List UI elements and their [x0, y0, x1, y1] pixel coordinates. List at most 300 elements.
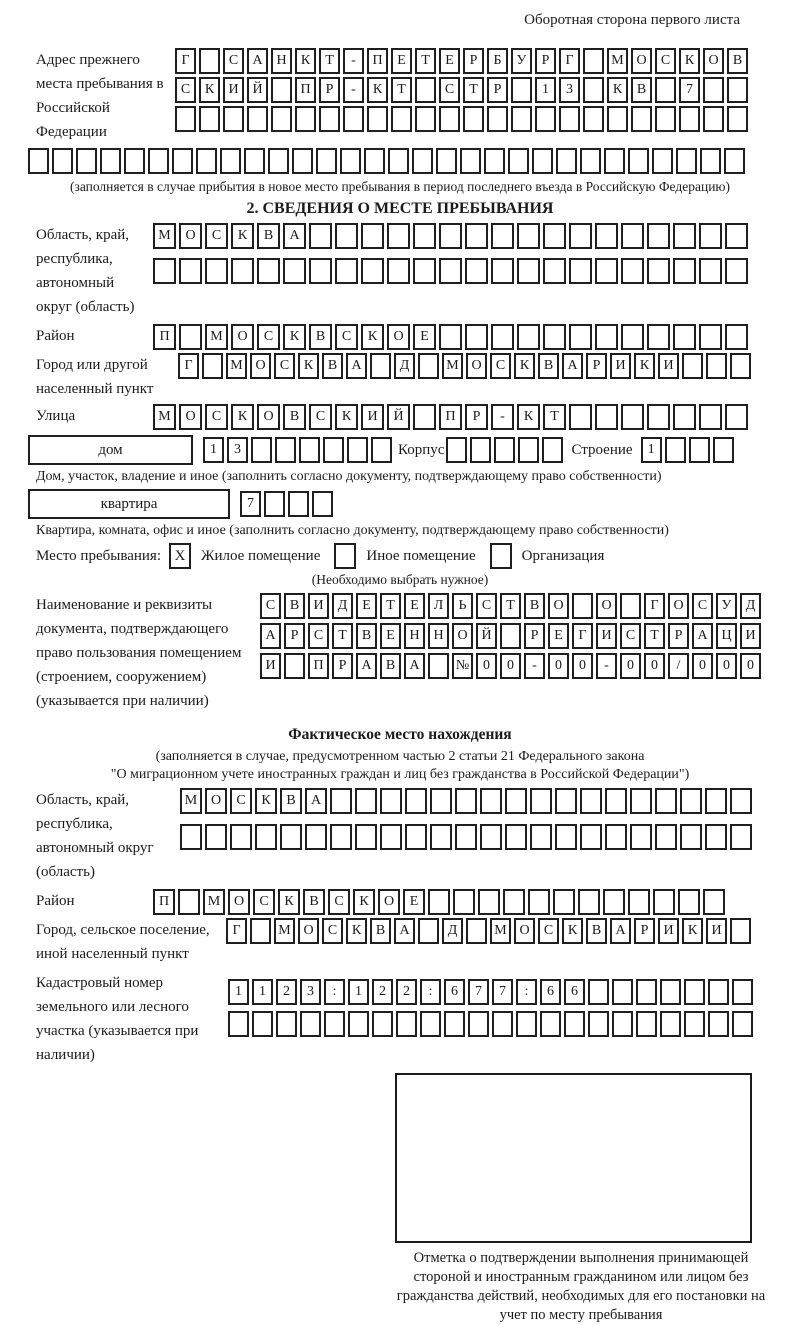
form-cell[interactable] — [703, 77, 724, 103]
form-cell[interactable] — [484, 148, 505, 174]
form-cell[interactable] — [251, 437, 272, 463]
form-cell[interactable]: А — [260, 623, 281, 649]
form-cell[interactable]: 3 — [559, 77, 580, 103]
form-cell[interactable] — [508, 148, 529, 174]
form-cell[interactable]: Р — [524, 623, 545, 649]
form-cell[interactable] — [364, 148, 385, 174]
form-cell[interactable] — [572, 593, 593, 619]
form-cell[interactable]: П — [153, 889, 175, 915]
form-cell[interactable] — [492, 1011, 513, 1037]
form-cell[interactable]: А — [283, 223, 306, 249]
form-cell[interactable] — [76, 148, 97, 174]
form-cell[interactable] — [468, 1011, 489, 1037]
form-cell[interactable]: Т — [319, 48, 340, 74]
form-cell[interactable]: М — [490, 918, 511, 944]
form-cell[interactable] — [220, 148, 241, 174]
form-cell[interactable] — [202, 353, 223, 379]
form-cell[interactable] — [676, 148, 697, 174]
form-cell[interactable] — [299, 437, 320, 463]
form-cell[interactable] — [361, 258, 384, 284]
form-cell[interactable]: Е — [356, 593, 377, 619]
form-cell[interactable] — [180, 824, 202, 850]
form-cell[interactable] — [276, 1011, 297, 1037]
form-cell[interactable]: 0 — [740, 653, 761, 679]
inoe-checkbox[interactable] — [334, 543, 356, 569]
form-cell[interactable] — [323, 437, 344, 463]
form-cell[interactable] — [517, 258, 540, 284]
form-cell[interactable]: К — [283, 324, 306, 350]
form-cell[interactable]: Р — [668, 623, 689, 649]
form-cell[interactable]: М — [607, 48, 628, 74]
form-cell[interactable]: 0 — [644, 653, 665, 679]
form-cell[interactable]: А — [610, 918, 631, 944]
form-cell[interactable] — [153, 258, 176, 284]
form-cell[interactable] — [505, 824, 527, 850]
form-cell[interactable] — [413, 258, 436, 284]
ulitsa-row[interactable] — [153, 404, 748, 430]
form-cell[interactable]: Т — [332, 623, 353, 649]
form-cell[interactable]: В — [257, 223, 280, 249]
form-cell[interactable] — [588, 1011, 609, 1037]
form-cell[interactable] — [330, 788, 352, 814]
form-cell[interactable]: Г — [175, 48, 196, 74]
kadastr-row-1[interactable] — [228, 979, 753, 1005]
form-cell[interactable] — [372, 1011, 393, 1037]
form-cell[interactable] — [491, 324, 514, 350]
form-cell[interactable] — [612, 979, 633, 1005]
form-cell[interactable]: Г — [178, 353, 199, 379]
form-cell[interactable]: Л — [428, 593, 449, 619]
form-cell[interactable] — [724, 148, 745, 174]
form-cell[interactable]: А — [305, 788, 327, 814]
form-cell[interactable] — [175, 106, 196, 132]
form-cell[interactable] — [309, 258, 332, 284]
form-cell[interactable]: 3 — [300, 979, 321, 1005]
form-cell[interactable]: С — [620, 623, 641, 649]
form-cell[interactable] — [647, 223, 670, 249]
fact-oblast-row-1[interactable] — [180, 788, 752, 814]
form-cell[interactable]: П — [153, 324, 176, 350]
form-cell[interactable]: В — [303, 889, 325, 915]
prev-address-row-3[interactable] — [175, 106, 748, 132]
form-cell[interactable] — [703, 889, 725, 915]
form-cell[interactable] — [699, 404, 722, 430]
form-cell[interactable] — [580, 824, 602, 850]
form-cell[interactable]: С — [205, 404, 228, 430]
form-cell[interactable] — [292, 148, 313, 174]
form-cell[interactable]: К — [231, 223, 254, 249]
form-cell[interactable] — [730, 353, 751, 379]
form-cell[interactable]: А — [247, 48, 268, 74]
form-cell[interactable]: Д — [394, 353, 415, 379]
form-cell[interactable] — [528, 889, 550, 915]
form-cell[interactable] — [466, 918, 487, 944]
form-cell[interactable] — [543, 324, 566, 350]
form-cell[interactable]: : — [420, 979, 441, 1005]
form-cell[interactable] — [516, 1011, 537, 1037]
form-cell[interactable]: В — [538, 353, 559, 379]
form-cell[interactable]: 1 — [348, 979, 369, 1005]
form-cell[interactable]: К — [607, 77, 628, 103]
form-cell[interactable]: Д — [332, 593, 353, 619]
form-cell[interactable] — [430, 824, 452, 850]
form-cell[interactable]: 1 — [228, 979, 249, 1005]
form-cell[interactable]: 7 — [492, 979, 513, 1005]
form-cell[interactable]: С — [322, 918, 343, 944]
form-cell[interactable] — [684, 1011, 705, 1037]
form-cell[interactable] — [699, 223, 722, 249]
form-cell[interactable] — [725, 404, 748, 430]
form-cell[interactable] — [699, 324, 722, 350]
form-cell[interactable] — [179, 324, 202, 350]
form-cell[interactable] — [689, 437, 710, 463]
form-cell[interactable]: 6 — [540, 979, 561, 1005]
form-cell[interactable]: К — [514, 353, 535, 379]
form-cell[interactable] — [28, 148, 49, 174]
form-cell[interactable]: М — [180, 788, 202, 814]
form-cell[interactable] — [439, 258, 462, 284]
form-cell[interactable] — [436, 148, 457, 174]
form-cell[interactable]: М — [203, 889, 225, 915]
form-cell[interactable] — [730, 918, 751, 944]
form-cell[interactable] — [647, 404, 670, 430]
form-cell[interactable]: В — [356, 623, 377, 649]
form-cell[interactable]: С — [223, 48, 244, 74]
form-cell[interactable] — [271, 106, 292, 132]
form-cell[interactable]: Н — [404, 623, 425, 649]
form-cell[interactable]: В — [524, 593, 545, 619]
form-cell[interactable] — [555, 788, 577, 814]
form-cell[interactable]: / — [668, 653, 689, 679]
form-cell[interactable] — [280, 824, 302, 850]
form-cell[interactable]: О — [179, 223, 202, 249]
form-cell[interactable] — [543, 223, 566, 249]
form-cell[interactable]: Й — [387, 404, 410, 430]
form-cell[interactable] — [679, 106, 700, 132]
form-cell[interactable] — [199, 106, 220, 132]
form-cell[interactable]: 7 — [679, 77, 700, 103]
form-cell[interactable] — [655, 77, 676, 103]
form-cell[interactable] — [491, 223, 514, 249]
form-cell[interactable]: 3 — [227, 437, 248, 463]
form-cell[interactable] — [730, 824, 752, 850]
form-cell[interactable] — [324, 1011, 345, 1037]
form-cell[interactable] — [553, 889, 575, 915]
form-cell[interactable] — [612, 1011, 633, 1037]
form-cell[interactable]: О — [228, 889, 250, 915]
form-cell[interactable] — [588, 979, 609, 1005]
form-cell[interactable]: Т — [380, 593, 401, 619]
form-cell[interactable] — [605, 788, 627, 814]
form-cell[interactable] — [319, 106, 340, 132]
form-cell[interactable]: С — [309, 404, 332, 430]
form-cell[interactable] — [460, 148, 481, 174]
form-cell[interactable] — [511, 77, 532, 103]
form-cell[interactable]: С — [655, 48, 676, 74]
form-cell[interactable]: Е — [404, 593, 425, 619]
form-cell[interactable] — [655, 788, 677, 814]
form-cell[interactable]: М — [153, 404, 176, 430]
form-cell[interactable] — [312, 491, 333, 517]
form-cell[interactable]: М — [442, 353, 463, 379]
form-cell[interactable]: О — [250, 353, 271, 379]
form-cell[interactable]: В — [380, 653, 401, 679]
form-cell[interactable] — [725, 324, 748, 350]
form-cell[interactable] — [478, 889, 500, 915]
form-cell[interactable]: В — [370, 918, 391, 944]
form-cell[interactable] — [655, 106, 676, 132]
form-cell[interactable]: С — [308, 623, 329, 649]
form-cell[interactable] — [595, 324, 618, 350]
form-cell[interactable]: Е — [403, 889, 425, 915]
form-cell[interactable] — [678, 889, 700, 915]
form-cell[interactable] — [647, 258, 670, 284]
form-cell[interactable]: 0 — [548, 653, 569, 679]
form-cell[interactable] — [415, 106, 436, 132]
form-cell[interactable]: О — [631, 48, 652, 74]
form-cell[interactable]: 0 — [500, 653, 521, 679]
form-cell[interactable]: И — [361, 404, 384, 430]
form-cell[interactable] — [455, 824, 477, 850]
form-cell[interactable] — [465, 324, 488, 350]
form-cell[interactable] — [604, 148, 625, 174]
form-cell[interactable] — [517, 324, 540, 350]
form-cell[interactable]: О — [257, 404, 280, 430]
kadastr-row-2[interactable] — [228, 1011, 753, 1037]
form-cell[interactable]: Р — [487, 77, 508, 103]
form-cell[interactable]: Т — [415, 48, 436, 74]
form-cell[interactable] — [682, 353, 703, 379]
form-cell[interactable]: О — [668, 593, 689, 619]
form-cell[interactable] — [439, 324, 462, 350]
form-cell[interactable]: О — [387, 324, 410, 350]
form-cell[interactable]: С — [257, 324, 280, 350]
form-cell[interactable] — [569, 223, 592, 249]
form-cell[interactable] — [543, 258, 566, 284]
form-cell[interactable] — [100, 148, 121, 174]
form-cell[interactable] — [595, 258, 618, 284]
zhiloe-checkbox[interactable]: X — [169, 543, 191, 569]
form-cell[interactable]: 1 — [203, 437, 224, 463]
form-cell[interactable] — [309, 223, 332, 249]
form-cell[interactable] — [680, 824, 702, 850]
form-cell[interactable]: - — [343, 48, 364, 74]
form-cell[interactable] — [725, 258, 748, 284]
form-cell[interactable]: Р — [332, 653, 353, 679]
fact-oblast-row-2[interactable] — [180, 824, 752, 850]
form-cell[interactable]: Г — [226, 918, 247, 944]
form-cell[interactable]: 1 — [535, 77, 556, 103]
form-cell[interactable] — [428, 889, 450, 915]
form-cell[interactable] — [420, 1011, 441, 1037]
form-cell[interactable] — [621, 258, 644, 284]
form-cell[interactable] — [387, 223, 410, 249]
form-cell[interactable] — [556, 148, 577, 174]
form-cell[interactable]: 1 — [641, 437, 662, 463]
form-cell[interactable]: - — [596, 653, 617, 679]
form-cell[interactable] — [653, 889, 675, 915]
form-cell[interactable] — [730, 788, 752, 814]
form-cell[interactable] — [412, 148, 433, 174]
fact-rayon-row[interactable] — [153, 889, 725, 915]
form-cell[interactable]: О — [466, 353, 487, 379]
form-cell[interactable] — [335, 258, 358, 284]
form-cell[interactable] — [178, 889, 200, 915]
form-cell[interactable] — [264, 491, 285, 517]
form-cell[interactable]: Ц — [716, 623, 737, 649]
form-cell[interactable]: Й — [476, 623, 497, 649]
form-cell[interactable] — [732, 979, 753, 1005]
oblast-row-1[interactable] — [153, 223, 748, 249]
form-cell[interactable] — [578, 889, 600, 915]
form-cell[interactable] — [231, 258, 254, 284]
form-cell[interactable] — [418, 918, 439, 944]
form-cell[interactable]: П — [439, 404, 462, 430]
form-cell[interactable] — [453, 889, 475, 915]
form-cell[interactable]: Т — [543, 404, 566, 430]
form-cell[interactable] — [705, 824, 727, 850]
form-cell[interactable] — [725, 223, 748, 249]
form-cell[interactable] — [305, 824, 327, 850]
form-cell[interactable] — [388, 148, 409, 174]
form-cell[interactable]: Р — [586, 353, 607, 379]
form-cell[interactable] — [673, 223, 696, 249]
form-cell[interactable]: Й — [247, 77, 268, 103]
form-cell[interactable] — [415, 77, 436, 103]
form-cell[interactable] — [300, 1011, 321, 1037]
form-cell[interactable]: И — [223, 77, 244, 103]
form-cell[interactable]: А — [562, 353, 583, 379]
form-cell[interactable]: С — [439, 77, 460, 103]
form-cell[interactable] — [470, 437, 491, 463]
form-cell[interactable] — [205, 258, 228, 284]
form-cell[interactable]: С — [692, 593, 713, 619]
form-cell[interactable]: С — [328, 889, 350, 915]
form-cell[interactable] — [647, 324, 670, 350]
form-cell[interactable] — [652, 148, 673, 174]
form-cell[interactable]: О — [548, 593, 569, 619]
form-cell[interactable] — [569, 324, 592, 350]
form-cell[interactable]: - — [524, 653, 545, 679]
form-cell[interactable] — [503, 889, 525, 915]
form-cell[interactable] — [124, 148, 145, 174]
form-cell[interactable]: В — [727, 48, 748, 74]
form-cell[interactable] — [621, 404, 644, 430]
fact-gorod-row[interactable] — [226, 918, 751, 944]
form-cell[interactable]: 7 — [240, 491, 261, 517]
form-cell[interactable] — [569, 404, 592, 430]
form-cell[interactable] — [465, 258, 488, 284]
form-cell[interactable]: К — [346, 918, 367, 944]
form-cell[interactable] — [268, 148, 289, 174]
form-cell[interactable] — [491, 258, 514, 284]
form-cell[interactable] — [284, 653, 305, 679]
form-cell[interactable] — [494, 437, 515, 463]
form-cell[interactable]: - — [491, 404, 514, 430]
form-cell[interactable]: А — [692, 623, 713, 649]
form-cell[interactable] — [405, 788, 427, 814]
form-cell[interactable]: О — [298, 918, 319, 944]
form-cell[interactable] — [620, 593, 641, 619]
prev-address-row-2[interactable] — [175, 77, 748, 103]
form-cell[interactable] — [621, 324, 644, 350]
form-cell[interactable] — [370, 353, 391, 379]
form-cell[interactable] — [348, 1011, 369, 1037]
form-cell[interactable] — [699, 258, 722, 284]
form-cell[interactable]: И — [596, 623, 617, 649]
form-cell[interactable] — [355, 788, 377, 814]
form-cell[interactable]: С — [205, 223, 228, 249]
form-cell[interactable] — [636, 979, 657, 1005]
form-cell[interactable]: Р — [634, 918, 655, 944]
kvartira-cells[interactable] — [240, 491, 333, 517]
form-cell[interactable]: О — [179, 404, 202, 430]
form-cell[interactable]: 2 — [372, 979, 393, 1005]
form-cell[interactable]: № — [452, 653, 473, 679]
form-cell[interactable]: И — [610, 353, 631, 379]
form-cell[interactable] — [706, 353, 727, 379]
form-cell[interactable]: Ь — [452, 593, 473, 619]
form-cell[interactable]: Т — [463, 77, 484, 103]
form-cell[interactable]: Т — [500, 593, 521, 619]
form-cell[interactable]: А — [394, 918, 415, 944]
form-cell[interactable] — [413, 404, 436, 430]
form-cell[interactable] — [673, 404, 696, 430]
form-cell[interactable]: С — [274, 353, 295, 379]
form-cell[interactable]: Б — [487, 48, 508, 74]
form-cell[interactable] — [630, 788, 652, 814]
form-cell[interactable] — [680, 788, 702, 814]
form-cell[interactable]: Е — [391, 48, 412, 74]
form-cell[interactable]: 6 — [444, 979, 465, 1005]
form-cell[interactable]: Г — [559, 48, 580, 74]
form-cell[interactable]: В — [309, 324, 332, 350]
form-cell[interactable]: С — [230, 788, 252, 814]
form-cell[interactable] — [230, 824, 252, 850]
form-cell[interactable] — [505, 788, 527, 814]
form-cell[interactable]: О — [596, 593, 617, 619]
form-cell[interactable]: С — [253, 889, 275, 915]
form-cell[interactable] — [295, 106, 316, 132]
form-cell[interactable]: 2 — [396, 979, 417, 1005]
form-cell[interactable] — [580, 148, 601, 174]
form-cell[interactable]: В — [322, 353, 343, 379]
form-cell[interactable] — [673, 324, 696, 350]
form-cell[interactable]: : — [516, 979, 537, 1005]
form-cell[interactable]: 7 — [468, 979, 489, 1005]
form-cell[interactable]: И — [658, 918, 679, 944]
form-cell[interactable]: 0 — [692, 653, 713, 679]
form-cell[interactable]: П — [367, 48, 388, 74]
form-cell[interactable] — [361, 223, 384, 249]
form-cell[interactable] — [580, 788, 602, 814]
form-cell[interactable]: И — [740, 623, 761, 649]
form-cell[interactable] — [487, 106, 508, 132]
form-cell[interactable]: О — [703, 48, 724, 74]
form-cell[interactable] — [247, 106, 268, 132]
form-cell[interactable] — [405, 824, 427, 850]
form-cell[interactable]: Е — [380, 623, 401, 649]
form-cell[interactable]: В — [284, 593, 305, 619]
dom-box[interactable]: дом — [28, 435, 193, 465]
stroenie-cells[interactable] — [641, 437, 734, 463]
form-cell[interactable] — [52, 148, 73, 174]
form-cell[interactable] — [595, 404, 618, 430]
form-cell[interactable] — [607, 106, 628, 132]
form-cell[interactable] — [727, 106, 748, 132]
form-cell[interactable]: К — [231, 404, 254, 430]
form-cell[interactable] — [275, 437, 296, 463]
